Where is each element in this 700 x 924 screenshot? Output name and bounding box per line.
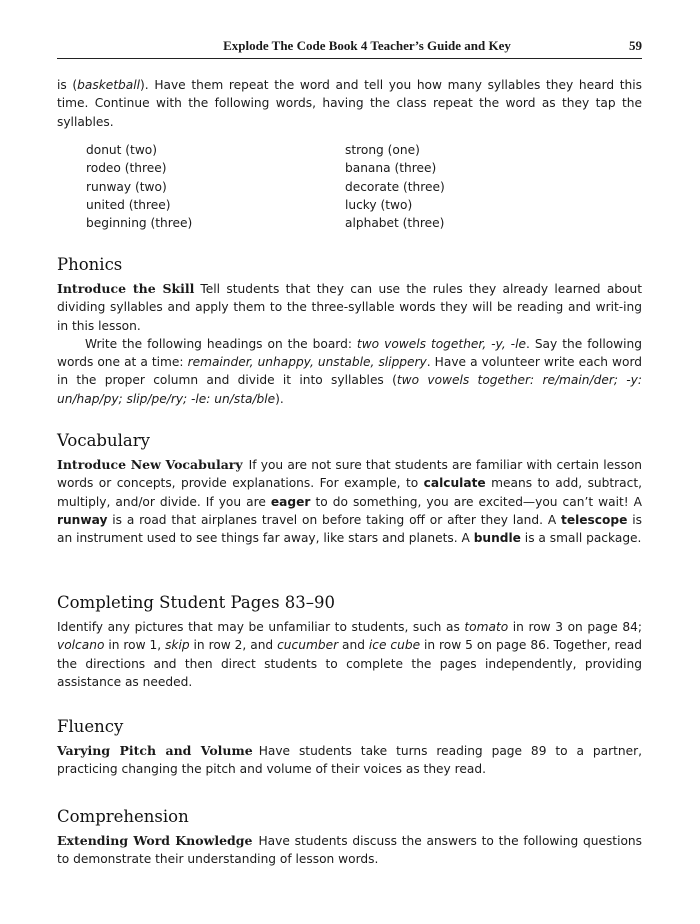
completing-paragraph-1 (57, 618, 642, 691)
section-fluency (57, 716, 642, 779)
word-list-item: donut (two) (86, 143, 158, 157)
bold-term: bundle (473, 531, 521, 546)
comprehension-paragraph-1 (57, 832, 642, 869)
text-run: means to add, subtract, multiply, and/or divide. If you are (57, 476, 642, 509)
phonics-lead: Introduce the Skill (57, 281, 195, 296)
word-list-item: lucky (two) (345, 197, 413, 212)
word-list-item: beginning (three) (86, 216, 193, 231)
text-run: is ( (57, 78, 78, 92)
text-run: in row 3 on page 84; (508, 620, 642, 634)
section-vocabulary (57, 430, 642, 547)
fluency-lead: Varying Pitch and Volume (57, 743, 253, 758)
text-run: Identify any pictures that may be unfamiliar to students, such as (57, 620, 465, 634)
intro-paragraph (57, 76, 642, 131)
word-list-item: alphabet (three) (345, 216, 445, 231)
italic-run: remainder, unhappy, unstable, slippery (187, 355, 427, 370)
text-run: is a road that airplanes travel on before taking off or after they land. A (107, 512, 562, 527)
word-list-item: runway (two) (86, 179, 167, 194)
text-run: is a small package. (520, 531, 642, 546)
header-rule (57, 58, 642, 59)
bold-term: telescope (561, 512, 628, 527)
bold-term: calculate (423, 476, 486, 491)
section-title-completing: Completing Student Pages 83–90 (57, 593, 336, 612)
italic-run: tomato (464, 620, 509, 634)
phonics-paragraph-1 (57, 280, 642, 335)
page-header (57, 36, 642, 60)
text-run: ). (275, 391, 284, 406)
bold-term: runway (57, 512, 108, 527)
text-run: ). Have them repeat the word and tell you how many syllables they heard this time. Continue with the following words, having the class repeat the word as they tap the syllables. (57, 78, 642, 129)
text-run: If you are not sure that students are familiar with certain lesson words or concepts, provide explanations. For example, to (57, 458, 642, 491)
text-run: and (338, 638, 369, 653)
text-run: Write the following headings on the board: (85, 336, 357, 351)
italic-run: two vowels together: re/main/der; -y: un/hap/py; slip/pe/ry; -le: un/sta/ble (57, 373, 642, 406)
section-title-comprehension: Comprehension (57, 807, 189, 826)
header-title: Explode The Code Book 4 Teacher’s Guide and Key (223, 38, 511, 53)
section-title-phonics: Phonics (57, 255, 123, 274)
word-list-item: rodeo (three) (86, 161, 167, 176)
italic-run: ice cube (368, 638, 421, 653)
word-list-item: banana (three) (345, 161, 437, 176)
word-list-item: strong (one) (345, 143, 420, 157)
text-run: to do something, you are excited—you can’t wait! A (310, 494, 642, 509)
italic-run: cucumber (277, 638, 339, 653)
section-title-vocabulary: Vocabulary (57, 431, 150, 450)
section-title-fluency: Fluency (57, 717, 124, 736)
text-run: . Have a volunteer write each word in the proper column and divide it into syllables ( (57, 355, 642, 388)
italic-run: skip (165, 638, 190, 653)
text-run: in row 2, and (189, 638, 278, 653)
text-run: in row 1, (104, 638, 166, 653)
text-run: . Say the following words one at a time: (57, 336, 642, 370)
section-completing (57, 592, 642, 691)
italic-run: volcano (57, 638, 105, 653)
word-list-left (86, 141, 192, 232)
page-number: 59 (629, 38, 642, 53)
text-run: in row 5 on page 86. Together, read the directions and then direct students to complete the pages independently, providing assistance as needed. (57, 638, 642, 689)
text-run: Tell students that they can use the rules they already learned about dividing syllables and apply them to the three-syllable words they will be reading and writ-ing in this lesson. (57, 282, 642, 333)
vocabulary-paragraph-1 (57, 456, 642, 547)
fluency-paragraph-1 (57, 742, 642, 779)
comprehension-lead: Extending Word Knowledge (57, 833, 253, 848)
word-list-item: decorate (three) (345, 179, 445, 194)
word-list-right (345, 141, 445, 232)
phonics-paragraph-2 (57, 335, 642, 408)
italic-run: basketball (77, 78, 141, 92)
italic-run: two vowels together, -y, -le (356, 336, 526, 351)
text-run: Have students take turns reading page 89 to a partner, practicing changing the pitch and volume of their voices as they read. (57, 744, 642, 777)
section-comprehension (57, 806, 642, 869)
text-run: is an instrument used to see things far away, like stars and planets. A (57, 512, 642, 546)
section-phonics (57, 254, 642, 408)
bold-term: eager (270, 494, 311, 509)
vocabulary-lead: Introduce New Vocabulary (57, 457, 243, 472)
text-run: Have students discuss the answers to the following questions to demonstrate their understanding of lesson words. (57, 834, 642, 867)
word-list-item: united (three) (86, 197, 171, 212)
